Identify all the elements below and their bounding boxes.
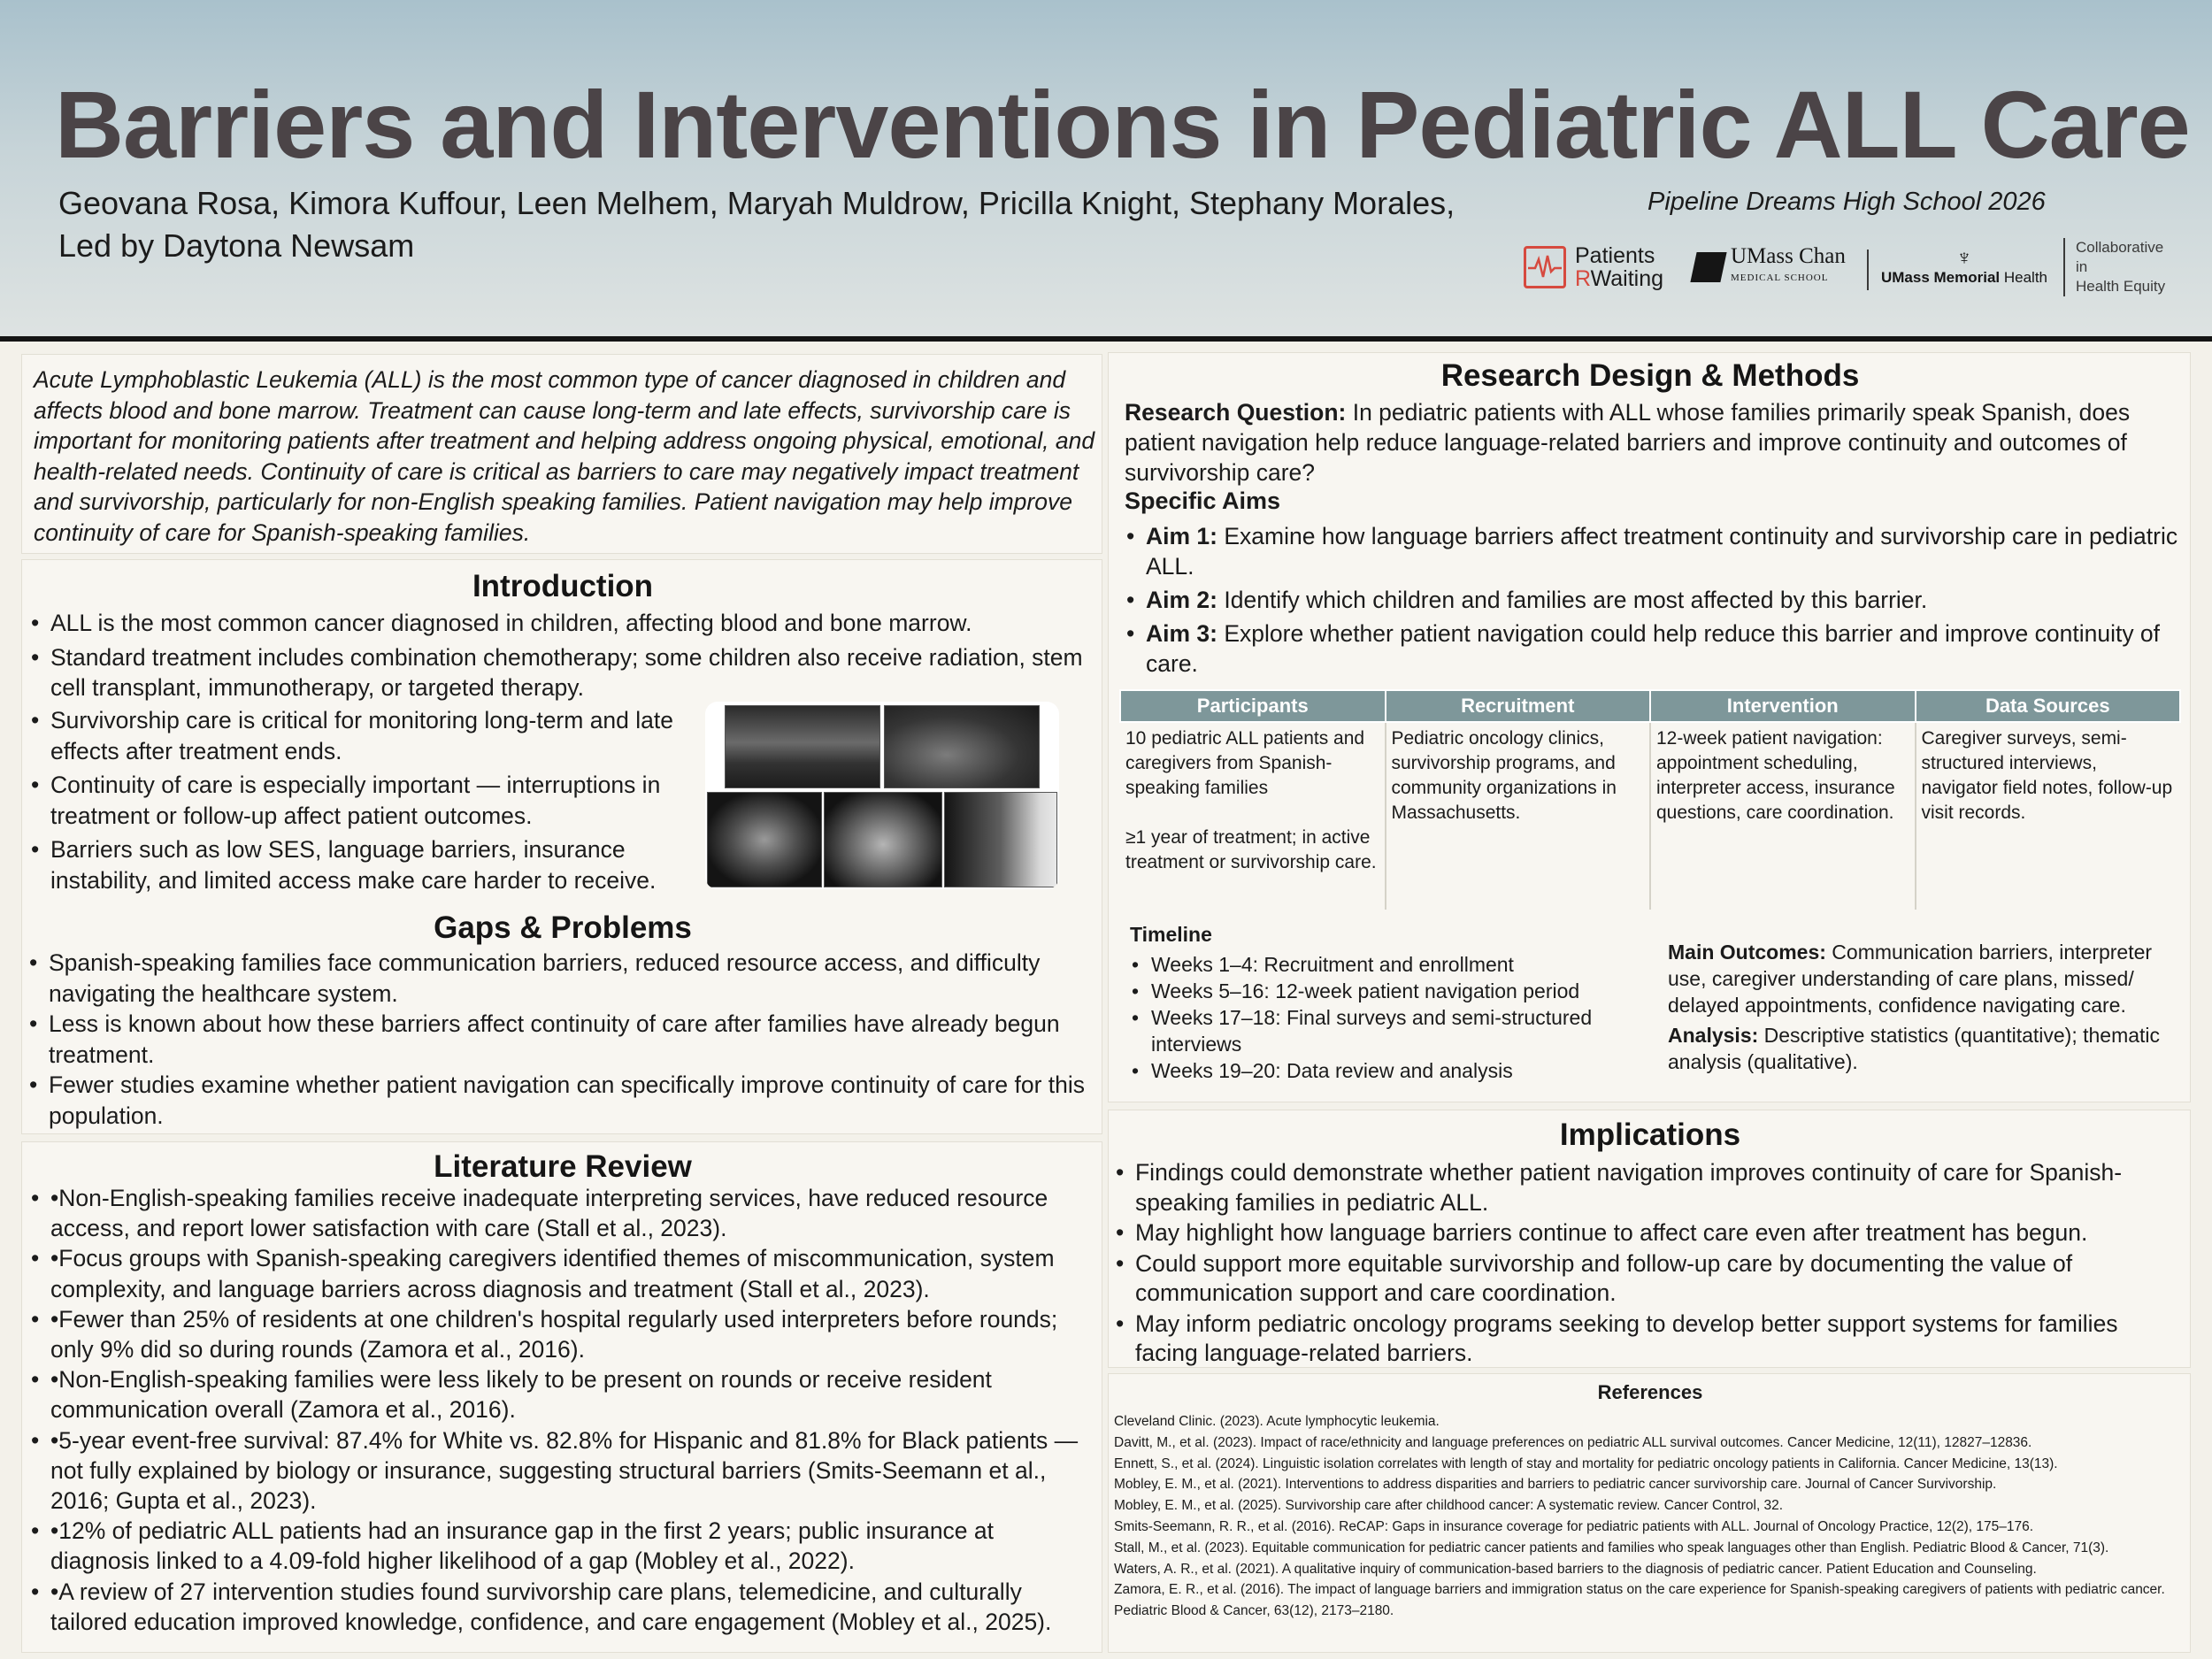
research-question: Research Question: In pediatric patients with ALL whose families primarily speak Spanish, does patient navigation help reduce language-related barriers and improve continuity and outcomes of survivorship care?: [1125, 399, 2131, 486]
poster-title: Barriers and Interventions in Pediatric ALL Care: [55, 71, 2190, 178]
logo-divider: [1867, 250, 1869, 290]
list-item: • •A review of 27 intervention studies found survivorship care plans, telemedicine, and culturally tailored education improved knowledge, confidence, and care engagement (Mobley et al., 2025).: [31, 1577, 1093, 1637]
table-row: [1120, 722, 2180, 910]
ct-scan-image-d: [824, 792, 942, 887]
table-header: Intervention: [1650, 690, 1916, 722]
table-header: Participants: [1120, 690, 1386, 722]
table-cell-participants: 10 pediatric ALL patients and caregivers from Spanish-speaking families ≥1 year of treatment; in active treatment or survivorship care.: [1120, 722, 1386, 910]
reference-item: Mobley, E. M., et al. (2025). Survivorship care after childhood cancer: A systematic review. Cancer Control, 32.: [1114, 1498, 1784, 1514]
header-divider: [0, 336, 2212, 342]
introduction-panel: [21, 559, 1102, 1134]
gaps-list: [29, 948, 1100, 1131]
study-design-table: [1119, 689, 2181, 910]
list-item: • Aim 2: Identify which children and families are most affected by this barrier.: [1126, 585, 2179, 615]
list-item: • •Focus groups with Spanish-speaking caregivers identified themes of miscommunication, system complexity, and language barriers across diagnosis and treatment (Stall et al., 2023).: [31, 1243, 1093, 1303]
list-item: • May highlight how language barriers continue to affect care even after treatment has begun.: [1116, 1218, 2177, 1248]
list-item: • Standard treatment includes combination chemotherapy; some children also receive radiation, stem cell transplant, immunotherapy, or targeted therapy.: [31, 642, 1093, 703]
heartbeat-icon: [1524, 246, 1566, 288]
implications-heading: Implications: [1559, 1118, 1741, 1152]
reference-item: Cleveland Clinic. (2023). Acute lymphocytic leukemia.: [1114, 1414, 1440, 1429]
literature-review-panel: [21, 1141, 1102, 1653]
reference-item: Smits-Seemann, R. R., et al. (2016). ReCAP: Gaps in insurance coverage for pediatric patients with ALL. Journal of Oncology Practice, 12(2), 175–176.: [1114, 1518, 2034, 1534]
reference-item: Davitt, M., et al. (2023). Impact of race/ethnicity and language preferences on pediatric ALL survival outcomes. Cancer Medicine, 12(11), 12827–12836.: [1114, 1434, 2032, 1450]
reference-item: Waters, A. R., et al. (2021). A qualitative inquiry of communication-based barriers to the diagnosis of pediatric cancer. Patient Education and Counseling.: [1114, 1561, 2037, 1577]
reference-item: Stall, M., et al. (2023). Equitable communication for pediatric cancer patients and families who speak languages other than English. Pediatric Blood & Cancer, 71(3).: [1114, 1540, 2109, 1555]
author-list: Geovana Rosa, Kimora Kuffour, Leen Melhem, Maryah Muldrow, Pricilla Knight, Stephany Morales, Led by Daytona Newsam: [58, 185, 1455, 264]
reference-item: Zamora, E. R., et al. (2016). The impact of language barriers and immigration status on the care experience for Spanish-speaking caregivers of patients with pediatric cancer. Pediatric Blood & Cancer, 63(12), 2173–2180.: [1114, 1582, 2165, 1619]
umass-memorial-logo: ♆ UMass Memorial Health: [1880, 246, 2048, 286]
list-item: • Weeks 19–20: Data review and analysis: [1132, 1057, 1627, 1084]
reference-item: Mobley, E. M., et al. (2021). Interventions to address disparities and barriers to pediatric cancer survivorship care. Journal of Cancer Survivorship.: [1114, 1477, 1997, 1493]
reference-item: Ennett, S., et al. (2024). Linguistic isolation correlates with length of stay and mortality for pediatric oncology patients in California. Cancer Medicine, 13(13).: [1114, 1455, 2058, 1471]
list-item: • Survivorship care is critical for monitoring long-term and late effects after treatment ends.: [31, 705, 703, 766]
implications-list: [1116, 1158, 2177, 1370]
research-design-heading: Research Design & Methods: [1440, 358, 1860, 393]
table-header-row: [1120, 690, 2180, 722]
list-item: • Aim 1: Examine how language barriers affect treatment continuity and survivorship care in pediatric ALL.: [1126, 521, 2179, 581]
list-item: • Barriers such as low SES, language barriers, insurance instability, and limited access make care harder to receive.: [31, 834, 703, 895]
list-item: • May inform pediatric oncology programs seeking to develop better support systems for families facing language-related barriers.: [1116, 1310, 2177, 1369]
list-item: • Could support more equitable survivorship and follow-up care by documenting the value of communication support and care coordination.: [1116, 1249, 2177, 1309]
research-design-panel: [1108, 352, 2191, 1102]
patients-r-waiting-logo: [1524, 232, 1683, 303]
list-item: • •12% of pediatric ALL patients had an insurance gap in the first 2 years; public insurance at diagnosis linked to a 4.09-fold higher likelihood of a gap (Mobley et al., 2022).: [31, 1516, 1093, 1576]
references-heading: References: [1597, 1381, 1703, 1403]
implications-panel: [1108, 1110, 2191, 1368]
ultrasound-image-b: [884, 705, 1040, 788]
literature-review-heading: Literature Review: [434, 1149, 692, 1184]
introduction-list-narrow: [31, 705, 703, 899]
ultrasound-image-a: [725, 705, 880, 788]
ct-scan-image-c: [707, 792, 822, 887]
list-item: • Continuity of care is especially important — interruptions in treatment or follow-up affect patient outcomes.: [31, 770, 703, 831]
list-item: • •Fewer than 25% of residents at one children's hospital regularly used interpreters before rounds; only 9% did so during rounds (Zamora et al., 2016).: [31, 1304, 1093, 1364]
list-item: • •Non-English-speaking families were less likely to be present on rounds or receive resident communication overall (Zamora et al., 2016).: [31, 1364, 1093, 1425]
mri-image-e: [944, 792, 1057, 887]
sponsor-logos: [1520, 232, 2175, 303]
table-header: Recruitment: [1386, 690, 1651, 722]
specific-aims-list: [1126, 521, 2179, 682]
list-item: • Spanish-speaking families face communication barriers, reduced resource access, and difficulty navigating the healthcare system.: [29, 948, 1100, 1009]
references-list: [1114, 1411, 2185, 1622]
poster-header: [0, 0, 2212, 338]
table-header: Data Sources: [1916, 690, 2181, 722]
references-panel: [1108, 1373, 2191, 1653]
patients-r-waiting-wordmark: Patients RWaiting: [1575, 243, 1664, 291]
list-item: • Aim 3: Explore whether patient navigation could help reduce this barrier and improve continuity of care.: [1126, 618, 2179, 679]
medical-imaging-figure: [705, 702, 1059, 889]
list-item: • Fewer studies examine whether patient navigation can specifically improve continuity of care for this population.: [29, 1070, 1100, 1131]
introduction-heading: Introduction: [472, 569, 654, 603]
list-item: • Findings could demonstrate whether patient navigation improves continuity of care for Spanish-speaking families in pediatric ALL.: [1116, 1158, 2177, 1217]
umass-chan-mark-icon: [1690, 252, 1726, 282]
program-tagline: Pipeline Dreams High School 2026: [1647, 188, 2046, 216]
umass-memorial-mark-icon: ♆: [1956, 246, 1972, 270]
list-item: • •Non-English-speaking families receive inadequate interpreting services, have reduced resource access, and report lower satisfaction with care (Stall et al., 2023).: [31, 1183, 1093, 1243]
literature-review-list: [31, 1183, 1093, 1637]
table-cell-data-sources: Caregiver surveys, semi-structured interviews, navigator field notes, follow-up visit records.: [1921, 728, 2173, 823]
analysis-text: Analysis: Descriptive statistics (quantitative); thematic analysis (qualitative).: [1668, 1024, 2161, 1073]
list-item: • Weeks 1–4: Recruitment and enrollment: [1132, 951, 1627, 978]
table-cell-recruitment: Pediatric oncology clinics, survivorship programs, and community organizations in Massachusetts.: [1386, 722, 1651, 910]
main-outcomes: Main Outcomes: Communication barriers, interpreter use, caregiver understanding of care plans, missed/ delayed appointments, confidence navigating care.: [1668, 941, 2153, 1017]
list-item: • •5-year event-free survival: 87.4% for White vs. 82.8% for Hispanic and 81.8% for Black patients — not fully explained by biology or insurance, suggesting structural barriers (Smits-Seemann et al., 2016; Gupta et al., 2023).: [31, 1425, 1093, 1517]
collaborative-health-equity-logo: Collaborative in Health Equity: [2063, 232, 2177, 303]
list-item: • Weeks 17–18: Final surveys and semi-structured interviews: [1132, 1004, 1627, 1057]
list-item: • Less is known about how these barriers affect continuity of care after families have already begun treatment.: [29, 1009, 1100, 1070]
list-item: • Weeks 5–16: 12-week patient navigation period: [1132, 978, 1627, 1004]
specific-aims-heading: Specific Aims: [1125, 488, 1281, 514]
introduction-list: [31, 608, 1093, 707]
umass-chan-wordmark: UMass Chan MEDICAL SCHOOL: [1731, 244, 1846, 283]
umass-chan-logo: [1694, 232, 1862, 303]
gaps-heading: Gaps & Problems: [434, 910, 692, 945]
outcomes-analysis: [1668, 939, 2163, 1075]
timeline-list: [1132, 951, 1627, 1084]
list-item: • ALL is the most common cancer diagnosed in children, affecting blood and bone marrow.: [31, 608, 1093, 639]
timeline-heading: Timeline: [1130, 923, 1212, 946]
table-cell-intervention: 12-week patient navigation: appointment scheduling, interpreter access, insurance questions, care coordination.: [1650, 722, 1916, 910]
abstract-text: Acute Lymphoblastic Leukemia (ALL) is the most common type of cancer diagnosed in children and affects blood and bone marrow. Treatment can cause long-term and late effects, survivorship care is important for monitoring patients after treatment and helping address ongoing physical, emotional, and health-related needs. Continuity of care is critical as barriers to care may negatively impact treatment and survivorship, particularly for non-English speaking families. Patient navigation may help improve continuity of care for Spanish-speaking families.: [34, 366, 1095, 546]
